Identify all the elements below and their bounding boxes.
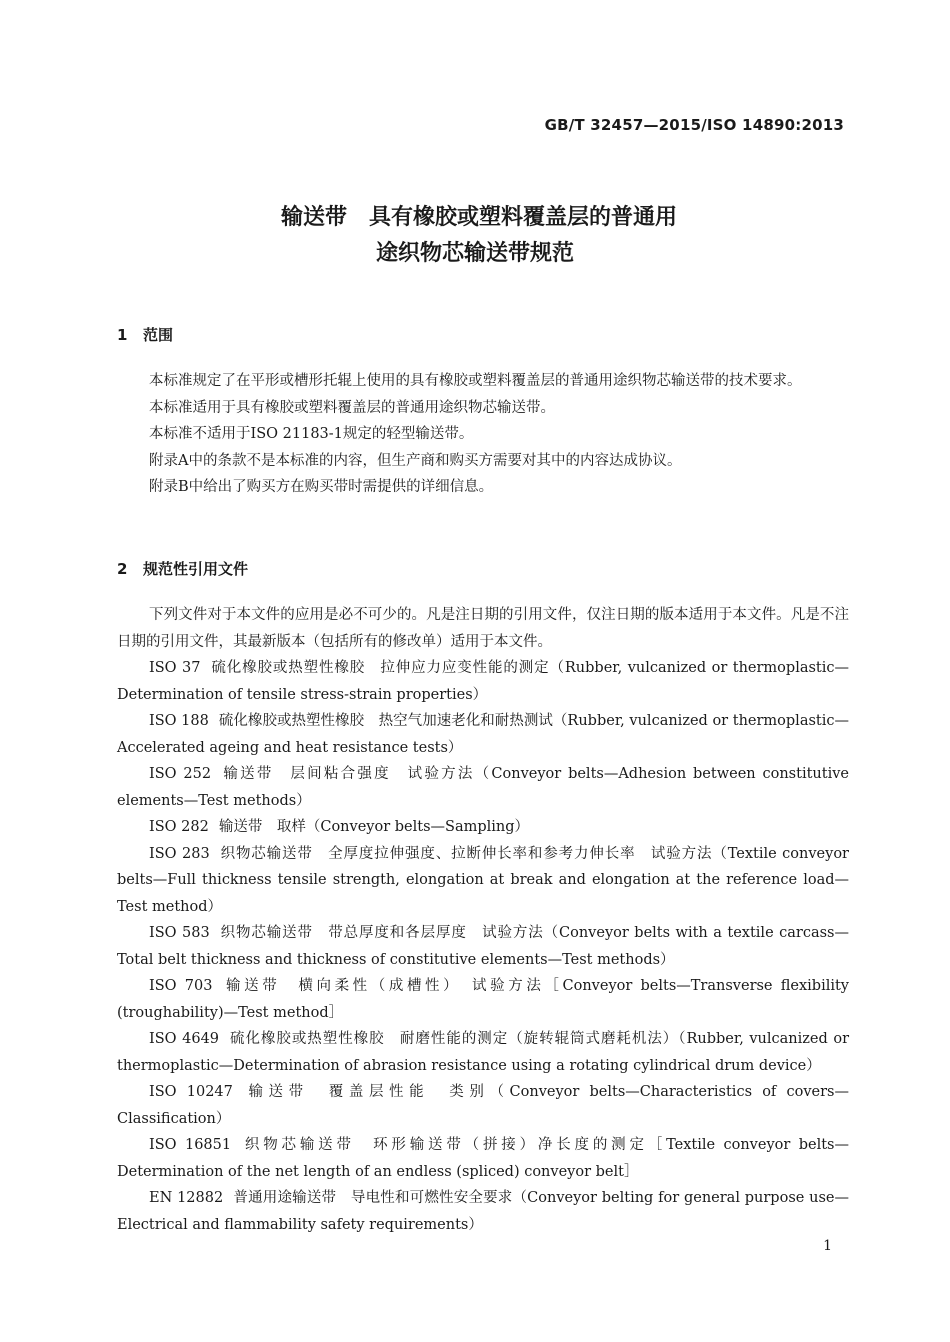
section-number: 1 bbox=[117, 326, 128, 344]
section-2-intro bbox=[117, 602, 849, 655]
reference-code: ISO 282 bbox=[149, 819, 209, 835]
paragraph: 附录A中的条款不是本标准的内容，但生产商和购买方需要对其中的内容达成协议。 bbox=[149, 452, 682, 469]
reference-item bbox=[117, 973, 849, 1026]
reference-code: ISO 252 bbox=[149, 766, 212, 782]
paragraph: 本标准规定了在平形或槽形托辊上使用的具有橡胶或塑料覆盖层的普通用途织物芯输送带的技术要求。 bbox=[149, 373, 802, 389]
reference-code: ISO 283 bbox=[149, 845, 210, 862]
reference-item bbox=[117, 920, 849, 973]
reference-text: 织物芯输送带 带总厚度和各层厚度 试验方法（Conveyor belts with a textile carcass—Total belt thickness and thickness of constitutive elements—Test methods） bbox=[117, 925, 849, 968]
section-2-heading bbox=[117, 558, 248, 579]
reference-item bbox=[117, 655, 849, 708]
reference-text: 织物芯输送带 环形输送带（拼接）净长度的测定［Textile conveyor belts—Determination of the net length of an endless (spliced) conveyor belt］ bbox=[117, 1137, 849, 1180]
reference-item bbox=[117, 1185, 849, 1238]
section-1-body bbox=[117, 368, 849, 501]
reference-code: ISO 703 bbox=[149, 978, 213, 994]
section-title: 范围 bbox=[143, 326, 174, 344]
reference-text: 硫化橡胶或热塑性橡胶 拉伸应力应变性能的测定（Rubber, vulcanized or thermoplastic—Determination of tensile stress-strain properties） bbox=[117, 660, 849, 703]
reference-item bbox=[117, 761, 849, 814]
reference-text: 硫化橡胶或热塑性橡胶 耐磨性能的测定（旋转辊筒式磨耗机法）（Rubber, vulcanized or thermoplastic—Determination of abrasion resistance using a rotating cylindrical drum device） bbox=[117, 1031, 850, 1074]
reference-text: 硫化橡胶或热塑性橡胶 热空气加速老化和耐热测试（Rubber, vulcanized or thermoplastic—Accelerated ageing and heat resistance tests） bbox=[117, 713, 849, 756]
reference-text: 输送带 横向柔性（成槽性） 试验方法［Conveyor belts—Transverse flexibility (troughability)—Test method］ bbox=[117, 978, 849, 1021]
standard-number: GB/T 32457—2015/ISO 14890:2013 bbox=[544, 116, 844, 134]
reference-item bbox=[117, 708, 849, 761]
reference-text: 织物芯输送带 全厚度拉伸强度、拉断伸长率和参考力伸长率 试验方法（Textile conveyor belts—Full thickness tensile strength, elongation at break and elongation at the reference load—Test method） bbox=[117, 845, 849, 915]
reference-code: ISO 16851 bbox=[149, 1137, 232, 1153]
paragraph: 附录B中给出了购买方在购买带时需提供的详细信息。 bbox=[149, 479, 494, 495]
reference-text: 输送带 层间粘合强度 试验方法（Conveyor belts—Adhesion between constitutive elements—Test methods） bbox=[117, 766, 849, 809]
reference-code: ISO 37 bbox=[149, 660, 201, 676]
reference-item bbox=[117, 1026, 849, 1079]
title-line-1: 输送带 具有橡胶或塑料覆盖层的普通用 bbox=[280, 205, 677, 230]
section-number: 2 bbox=[117, 560, 128, 578]
title-line-2: 途织物芯输送带规范 bbox=[375, 241, 574, 266]
page-number: 1 bbox=[823, 1238, 832, 1254]
reference-list bbox=[117, 655, 849, 1238]
reference-item bbox=[117, 1132, 849, 1185]
section-1-heading bbox=[117, 324, 173, 345]
section-title: 规范性引用文件 bbox=[143, 560, 249, 578]
reference-code: ISO 4649 bbox=[149, 1031, 220, 1047]
reference-code: ISO 10247 bbox=[149, 1084, 233, 1100]
document-title bbox=[0, 200, 950, 272]
reference-code: ISO 583 bbox=[149, 925, 210, 941]
reference-item bbox=[117, 1079, 849, 1132]
paragraph: 下列文件对于本文件的应用是必不可少的。凡是注日期的引用文件，仅注日期的版本适用于本文件。凡是不注日期的引用文件，其最新版本（包括所有的修改单）适用于本文件。 bbox=[117, 607, 849, 650]
reference-item bbox=[117, 841, 849, 921]
reference-text: 输送带 覆盖层性能 类别（Conveyor belts—Characteristics of covers—Classification） bbox=[117, 1084, 849, 1127]
reference-code: ISO 188 bbox=[149, 713, 209, 729]
reference-code: EN 12882 bbox=[149, 1190, 224, 1206]
paragraph: 本标准适用于具有橡胶或塑料覆盖层的普通用途织物芯输送带。 bbox=[149, 399, 555, 416]
reference-text: 普通用途输送带 导电性和可燃性安全要求（Conveyor belting for general purpose use—Electrical and flammability safety requirements） bbox=[117, 1190, 849, 1233]
paragraph: 本标准不适用于ISO 21183-1规定的轻型输送带。 bbox=[149, 426, 474, 442]
reference-item bbox=[117, 814, 849, 841]
reference-text: 输送带 取样（Conveyor belts—Sampling） bbox=[218, 819, 530, 835]
